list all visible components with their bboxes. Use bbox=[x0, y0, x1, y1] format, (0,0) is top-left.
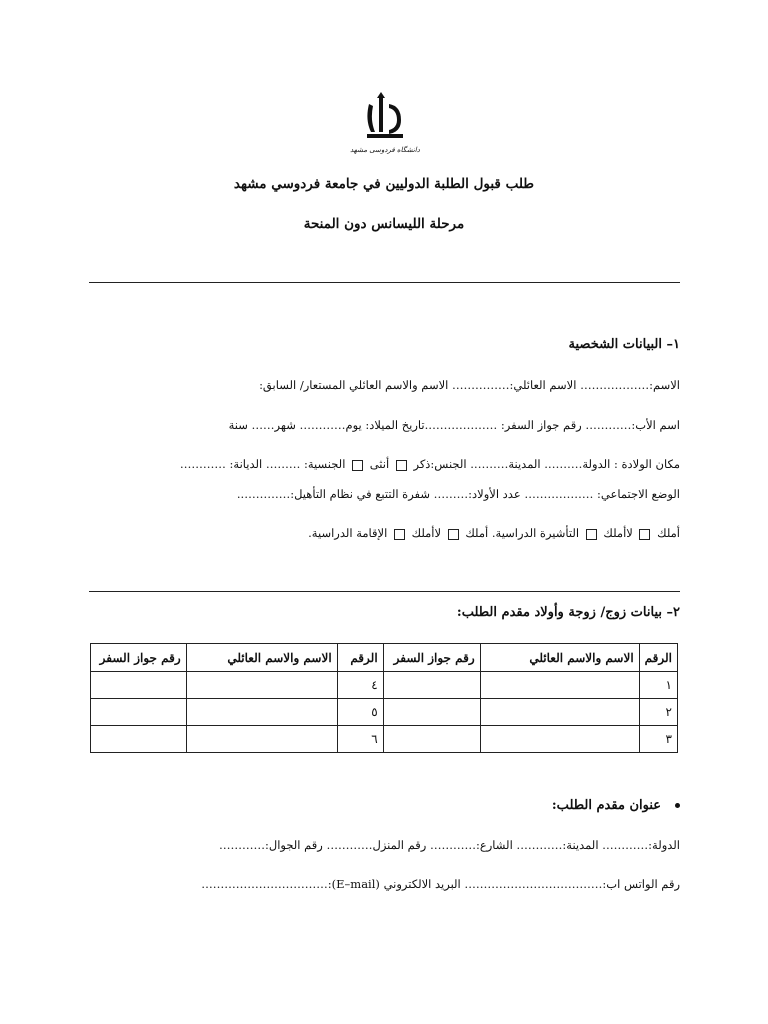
residence-label: الإقامة الدراسية. bbox=[308, 526, 388, 540]
contact-line[interactable]: رقم الواتس اب:……………………………… البريد الالكتروني (E–mail):…………………………… bbox=[201, 877, 680, 891]
table-header-row bbox=[91, 644, 678, 672]
col-number-2: الرقم bbox=[337, 644, 383, 672]
name-cell[interactable] bbox=[186, 726, 337, 753]
own-label: أملك bbox=[657, 526, 680, 540]
table-row bbox=[91, 672, 678, 699]
name-cell[interactable] bbox=[480, 699, 639, 726]
bullet-icon bbox=[675, 803, 680, 808]
visa-own-checkbox[interactable] bbox=[639, 529, 650, 540]
logo-emblem bbox=[367, 92, 403, 138]
address-line[interactable]: الدولة:………… المدينة:………… الشارع:………… رقم المنزل………… رقم الجوال:………… bbox=[218, 838, 680, 852]
father-passport-birth-line[interactable]: اسم الأب:………… رقم جواز السفر: ……………….تاريخ الميلاد: يوم………… شهر…… سنة bbox=[228, 418, 680, 432]
form-title: طلب قبول الطلبة الدوليين في جامعة فردوسي مشهد bbox=[233, 176, 535, 192]
passport-cell[interactable] bbox=[383, 672, 480, 699]
passport-cell[interactable] bbox=[383, 699, 480, 726]
female-checkbox[interactable] bbox=[352, 460, 363, 471]
birthplace-label: مكان الولادة : الدولة………. المدينة………. الجنس:ذكر bbox=[413, 457, 680, 471]
visa-residence-line[interactable] bbox=[80, 526, 680, 540]
passport-cell[interactable] bbox=[91, 726, 187, 753]
row-number: ٢ bbox=[639, 699, 677, 726]
table-row bbox=[91, 726, 678, 753]
col-name-2: الاسم والاسم العائلي bbox=[186, 644, 337, 672]
name-cell[interactable] bbox=[480, 726, 639, 753]
section2-heading: ٢– بيانات زوج/ زوجة وأولاد مقدم الطلب: bbox=[456, 605, 680, 620]
row-number: ١ bbox=[639, 672, 677, 699]
residence-not-own-label: لاأملك bbox=[411, 526, 442, 540]
row-number: ٥ bbox=[337, 699, 383, 726]
male-checkbox[interactable] bbox=[396, 460, 407, 471]
form-subtitle: مرحلة الليسانس دون المنحة bbox=[303, 216, 465, 232]
residence-own-checkbox[interactable] bbox=[448, 529, 459, 540]
residence-not-own-checkbox[interactable] bbox=[394, 529, 405, 540]
name-cell[interactable] bbox=[186, 672, 337, 699]
address-heading-line bbox=[80, 798, 680, 813]
name-line[interactable]: الاسم:……………… الاسم العائلي:…………… الاسم والاسم العائلي المستعار/ السابق: bbox=[259, 378, 680, 392]
address-heading: عنوان مقدم الطلب: bbox=[551, 798, 661, 813]
col-passport-1: رقم جواز السفر bbox=[383, 644, 480, 672]
row-number: ٤ bbox=[337, 672, 383, 699]
passport-cell[interactable] bbox=[383, 726, 480, 753]
not-own-label: لاأملك bbox=[603, 526, 633, 540]
section1-heading: ١– البيانات الشخصية bbox=[568, 337, 680, 352]
nationality-religion-label: الجنسية: ……… الديانة: ………… bbox=[179, 457, 346, 471]
row-number: ٣ bbox=[639, 726, 677, 753]
divider-top bbox=[89, 282, 680, 283]
divider-middle bbox=[89, 591, 680, 592]
name-cell[interactable] bbox=[186, 699, 337, 726]
name-cell[interactable] bbox=[480, 672, 639, 699]
row-number: ٦ bbox=[337, 726, 383, 753]
marital-status-line[interactable]: الوضع الاجتماعي: ……………… عدد الأولاد:……… شفرة التتبع في نظام التأهيل:………….. bbox=[236, 487, 680, 501]
visa-label: التأشيرة الدراسية. أملك bbox=[465, 526, 580, 540]
female-label: أنثى bbox=[369, 457, 390, 471]
birthplace-gender-line[interactable] bbox=[80, 457, 680, 471]
passport-cell[interactable] bbox=[91, 672, 187, 699]
col-number-1: الرقم bbox=[639, 644, 677, 672]
university-logo bbox=[350, 90, 420, 160]
table-row bbox=[91, 699, 678, 726]
passport-cell[interactable] bbox=[91, 699, 187, 726]
col-name-1: الاسم والاسم العائلي bbox=[480, 644, 639, 672]
visa-not-own-checkbox[interactable] bbox=[586, 529, 597, 540]
logo-caption: دانشگاه فردوسی مشهد bbox=[350, 146, 420, 154]
family-table bbox=[90, 643, 678, 753]
col-passport-2: رقم جواز السفر bbox=[91, 644, 187, 672]
